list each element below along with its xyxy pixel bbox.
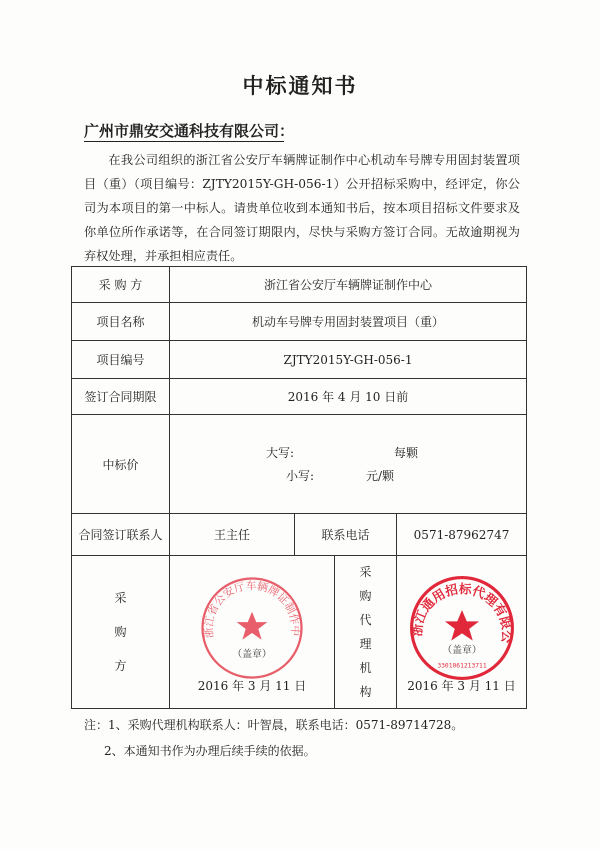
body-paragraph: 在我公司组织的浙江省公安厅车辆牌证制作中心机动车号牌专用固封装置项目（重）（项目编号：ZJTY2015Y-GH-056-1）公开招标采购中，经评定，你公司为本项目的第一中标人。请贵单位收到本通知书后，按本项目招标文件要求及你单位所作承诺等，在合同签订期限内，尽快与采购方签订合同。无故逾期视为弃权处理，并承担相应责任。 [84, 153, 520, 263]
purchaser-label: 采 购 方 [72, 267, 170, 303]
price-lower-unit: 元/颗 [366, 469, 395, 483]
price-label: 中标价 [72, 415, 170, 514]
deadline-label: 签订合同期限 [72, 379, 170, 415]
deadline-value: 2016 年 4 月 10 日前 [170, 379, 527, 415]
contact-label: 合同签订联系人 [72, 514, 170, 556]
project-name-value: 机动车号牌专用固封装置项目（重） [170, 303, 527, 341]
notes [84, 712, 554, 764]
purchaser-seal-stamp [198, 574, 306, 682]
price-lower-label: 小写: [286, 469, 315, 483]
contact-value: 王主任 [170, 514, 295, 556]
svg-text:3301061213711: 3301061213711 [436, 662, 487, 670]
project-name-label: 项目名称 [72, 303, 170, 341]
purchaser-vertical-label: 采购方 [114, 591, 127, 673]
purchaser-value: 浙江省公安厅车辆牌证制作中心 [170, 267, 527, 303]
phone-value: 0571-87962747 [397, 514, 527, 556]
price-upper-label: 大写: [266, 446, 295, 460]
agency-stamp-cell [397, 556, 527, 709]
purchaser-sign-date: 2016 年 3 月 11 日 [197, 679, 307, 693]
svg-text:（盖章）: （盖章） [232, 648, 272, 660]
price-upper-unit: 每颗 [394, 446, 419, 460]
table-row [72, 303, 527, 341]
table-row [72, 341, 527, 379]
project-no-label: 项目编号 [72, 341, 170, 379]
addressee-underline [84, 141, 284, 142]
page-title: 中标通知书 [242, 74, 358, 98]
svg-text:浙江通用招标代理有限公司: 浙江通用招标代理有限公 [408, 581, 515, 644]
agency-seal-stamp [408, 574, 516, 682]
agency-vertical-cell [335, 556, 397, 709]
table-row [72, 379, 527, 415]
purchaser-stamp-cell [170, 556, 335, 709]
note-2: 2、本通知书作为办理后续手续的依据。 [104, 744, 316, 758]
agency-vertical-label: 采购代理机构 [359, 565, 372, 699]
agency-sign-date: 2016 年 3 月 11 日 [407, 679, 516, 693]
purchaser-vertical-cell [72, 556, 170, 709]
addressee: 广州市鼎安交通科技有限公司： [84, 122, 295, 140]
svg-text:浙江省公安厅车辆牌证制作中心: 浙江省公安厅车辆牌证制作中 [202, 579, 302, 639]
note-1: 注：1、采购代理机构联系人：叶智晨，联系电话：0571-89714728。 [84, 718, 464, 732]
project-no-value: ZJTY2015Y-GH-056-1 [170, 341, 527, 379]
svg-text:（盖章）: （盖章） [441, 645, 482, 657]
award-info-table [71, 266, 527, 709]
phone-label: 联系电话 [295, 514, 397, 556]
table-row [72, 556, 527, 709]
table-row [72, 514, 527, 556]
table-row [72, 415, 527, 514]
price-value-box [170, 415, 527, 514]
table-row [72, 267, 527, 303]
